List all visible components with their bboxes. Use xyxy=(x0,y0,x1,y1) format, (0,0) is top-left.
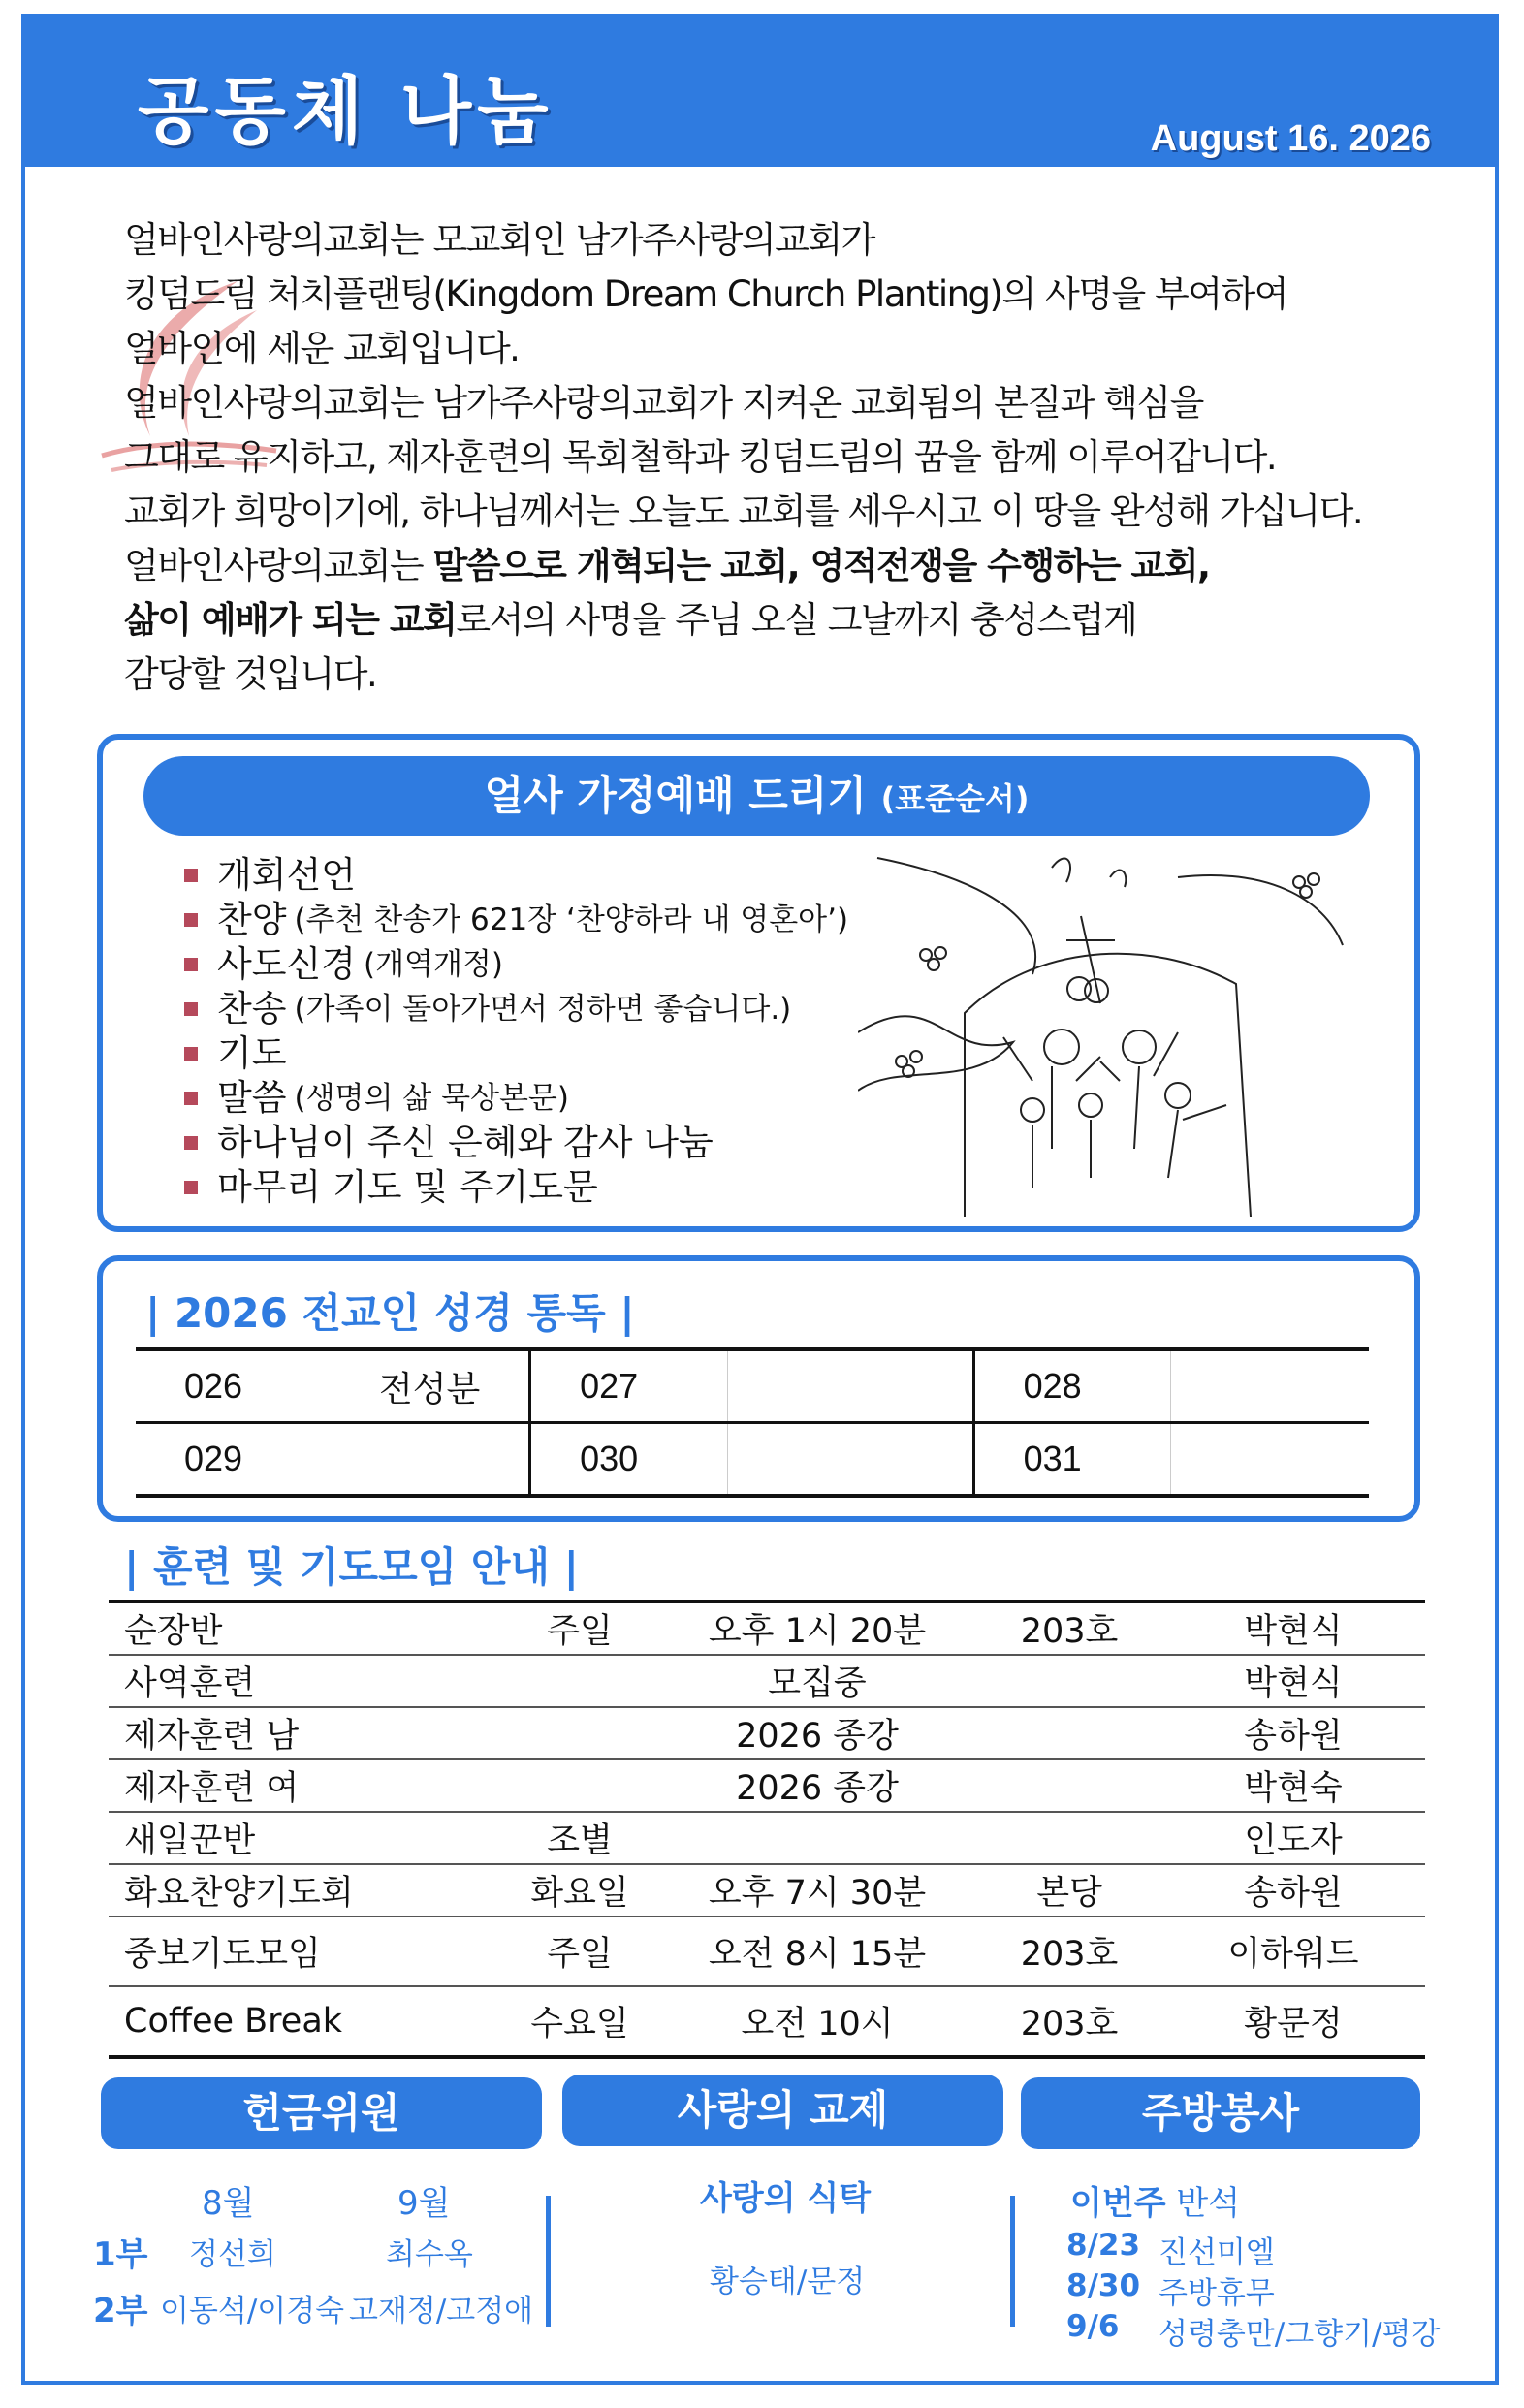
bullet-square-icon xyxy=(184,1047,198,1061)
training-cell: 박현식 xyxy=(1161,1655,1425,1707)
offering-heading: 헌금위원 xyxy=(101,2077,542,2149)
reading-value: 전성분 xyxy=(331,1349,529,1423)
table-row xyxy=(109,1986,1425,2057)
offering-service-label: 1부 xyxy=(93,2235,148,2274)
training-cell: 오후 7시 30분 xyxy=(657,1864,977,1917)
reading-number: 029 xyxy=(136,1423,331,1497)
offering-name: 이동석/이경숙 xyxy=(160,2294,345,2329)
training-cell xyxy=(502,1759,657,1812)
training-cell: 203호 xyxy=(977,1986,1161,2057)
training-cell: 사역훈련 xyxy=(109,1655,502,1707)
training-cell xyxy=(977,1759,1161,1812)
worship-order-label: 하나님이 주신 은혜와 감사 나눔 xyxy=(217,1122,714,1163)
training-cell: 순장반 xyxy=(109,1601,502,1655)
worship-order-label: 기도 xyxy=(217,1032,287,1074)
training-cell xyxy=(977,1655,1161,1707)
kitchen-team: 진선미엘 xyxy=(1159,2235,1275,2270)
family-worship-title-note: (표준순서) xyxy=(880,780,1030,817)
bible-reading-table xyxy=(136,1347,1369,1498)
kitchen-date: 8/30 xyxy=(1066,2268,1141,2303)
training-cell: 제자훈련 여 xyxy=(109,1759,502,1812)
training-cell: 주일 xyxy=(502,1917,657,1986)
training-cell: 화요일 xyxy=(502,1864,657,1917)
mission-bold: 말씀으로 개혁되는 교회, 영적전쟁을 수행하는 교회, xyxy=(432,545,1210,586)
fellowship-subtitle: 사랑의 식탁 xyxy=(700,2179,872,2218)
reading-value xyxy=(1171,1349,1369,1423)
training-cell: 인도자 xyxy=(1161,1812,1425,1864)
table-row xyxy=(109,1917,1425,1986)
training-cell: 주일 xyxy=(502,1601,657,1655)
mission-suffix: 로서의 사명을 주님 오실 그날까지 충성스럽게 xyxy=(456,599,1137,641)
worship-order-label: 사도신경 xyxy=(217,943,356,985)
training-cell: 박현식 xyxy=(1161,1601,1425,1655)
mission-line xyxy=(124,593,1462,648)
training-cell: 화요찬양기도회 xyxy=(109,1864,502,1917)
training-cell xyxy=(502,1707,657,1759)
reading-value xyxy=(1171,1423,1369,1497)
table-row xyxy=(136,1423,1369,1497)
training-cell: 2026 종강 xyxy=(657,1707,977,1759)
table-row xyxy=(109,1864,1425,1917)
intro-line: 얼바인사랑의교회는 남가주사랑의교회가 지켜온 교회됨의 본질과 핵심을 xyxy=(124,382,1203,424)
training-cell xyxy=(977,1812,1161,1864)
reading-value xyxy=(727,1423,973,1497)
reading-number: 027 xyxy=(530,1349,728,1423)
training-title: | 훈련 및 기도모임 안내 | xyxy=(124,1543,579,1591)
training-cell: 새일꾼반 xyxy=(109,1812,502,1864)
training-table xyxy=(109,1600,1425,2059)
fellowship-names: 황승태/문정 xyxy=(710,2265,866,2299)
training-cell: 박현숙 xyxy=(1161,1759,1425,1812)
table-row xyxy=(109,1655,1425,1707)
bullet-square-icon xyxy=(184,1002,198,1016)
training-cell: 오후 1시 20분 xyxy=(657,1601,977,1655)
kitchen-subtitle-rest: 반석 xyxy=(1165,2184,1241,2223)
kitchen-team: 성령충만/그향기/평강 xyxy=(1159,2317,1441,2352)
kitchen-date: 8/23 xyxy=(1066,2228,1141,2263)
table-row xyxy=(109,1812,1425,1864)
reading-number: 028 xyxy=(973,1349,1171,1423)
page-title: 공동체 나눔 xyxy=(138,68,555,154)
bible-reading-title: | 2026 전교인 성경 통독 | xyxy=(145,1289,635,1337)
bullet-square-icon xyxy=(184,1181,198,1194)
offering-name: 고재정/고정애 xyxy=(349,2294,534,2329)
bullet-square-icon xyxy=(184,958,198,971)
offering-name: 정선희 xyxy=(189,2237,276,2272)
training-cell: 조별 xyxy=(502,1812,657,1864)
table-row xyxy=(109,1759,1425,1812)
training-cell: Coffee Break xyxy=(109,1986,502,2057)
fellowship-heading: 사랑의 교제 xyxy=(562,2075,1003,2146)
intro-line: 교회가 희망이기에, 하나님께서는 오늘도 교회를 세우시고 이 땅을 완성해 가십니다. xyxy=(124,491,1363,532)
training-cell: 이하워드 xyxy=(1161,1917,1425,1986)
mission-line xyxy=(124,539,1462,593)
training-cell xyxy=(977,1707,1161,1759)
offering-service-label: 2부 xyxy=(93,2292,148,2330)
family-worship-heading xyxy=(143,756,1370,836)
training-cell: 2026 종강 xyxy=(657,1759,977,1812)
table-row xyxy=(109,1707,1425,1759)
worship-order-label: 말씀 xyxy=(217,1077,287,1119)
mission-line: 감당할 것입니다. xyxy=(124,653,377,695)
bullet-square-icon xyxy=(184,1136,198,1150)
divider xyxy=(546,2196,551,2327)
training-cell: 제자훈련 남 xyxy=(109,1707,502,1759)
training-cell: 203호 xyxy=(977,1917,1161,1986)
worship-order-label: 개회선언 xyxy=(217,854,356,896)
bullet-square-icon xyxy=(184,869,198,882)
family-worship-illustration xyxy=(858,839,1362,1217)
worship-order-note: (추천 찬송가 621장 ‘찬양하라 내 영혼아’) xyxy=(294,903,849,937)
worship-order-note: (생명의 삶 묵상본문) xyxy=(294,1081,569,1116)
training-cell: 오전 8시 15분 xyxy=(657,1917,977,1986)
worship-order-label: 찬양 xyxy=(217,899,287,940)
bullet-square-icon xyxy=(184,1092,198,1105)
training-cell: 송하원 xyxy=(1161,1707,1425,1759)
church-introduction xyxy=(124,213,1462,702)
reading-number: 026 xyxy=(136,1349,331,1423)
intro-line: 킹덤드림 처치플랜팅(Kingdom Dream Church Planting)의 사명을 부여하여 xyxy=(124,273,1287,315)
kitchen-subtitle-bold: 이번주 xyxy=(1070,2184,1166,2223)
header-bar xyxy=(21,14,1499,167)
training-cell: 203호 xyxy=(977,1601,1161,1655)
kitchen-subtitle xyxy=(1070,2176,1240,2224)
worship-order-label: 찬송 xyxy=(217,988,287,1030)
offering-name: 최수옥 xyxy=(386,2237,473,2272)
training-cell: 황문정 xyxy=(1161,1986,1425,2057)
family-worship-title: 얼사 가정예배 드리기 xyxy=(484,772,867,819)
mission-bold: 삶이 예배가 되는 교회 xyxy=(124,599,457,641)
worship-order-label: 마무리 기도 및 주기도문 xyxy=(217,1166,598,1208)
worship-order-note: (가족이 돌아가면서 정하면 좋습니다.) xyxy=(294,992,792,1027)
reading-value xyxy=(331,1423,529,1497)
table-row xyxy=(136,1349,1369,1423)
offering-month: 8월 xyxy=(202,2184,255,2223)
intro-line: 얼바인사랑의교회는 모교회인 남가주사랑의교회가 xyxy=(124,219,874,261)
reading-number: 031 xyxy=(973,1423,1171,1497)
kitchen-heading: 주방봉사 xyxy=(1021,2077,1420,2149)
training-cell: 중보기도모임 xyxy=(109,1917,502,1986)
training-cell xyxy=(657,1812,977,1864)
divider xyxy=(1010,2196,1015,2327)
training-cell: 모집중 xyxy=(657,1655,977,1707)
intro-line: 그대로 유지하고, 제자훈련의 목회철학과 킹덤드림의 꿈을 함께 이루어갑니다. xyxy=(124,436,1277,478)
intro-line: 얼바인에 세운 교회입니다. xyxy=(124,328,520,369)
reading-number: 030 xyxy=(530,1423,728,1497)
training-cell: 본당 xyxy=(977,1864,1161,1917)
worship-order-note: (개역개정) xyxy=(363,947,503,982)
offering-month: 9월 xyxy=(397,2184,451,2223)
training-cell: 송하원 xyxy=(1161,1864,1425,1917)
table-row xyxy=(109,1601,1425,1655)
bulletin-date: August 16. 2026 xyxy=(1150,118,1431,159)
training-cell: 수요일 xyxy=(502,1986,657,2057)
bullet-square-icon xyxy=(184,913,198,927)
reading-value xyxy=(727,1349,973,1423)
training-cell xyxy=(502,1655,657,1707)
kitchen-date: 9/6 xyxy=(1066,2309,1120,2344)
training-cell: 오전 10시 xyxy=(657,1986,977,2057)
mission-prefix: 얼바인사랑의교회는 xyxy=(124,545,433,586)
kitchen-team: 주방휴무 xyxy=(1159,2276,1275,2311)
